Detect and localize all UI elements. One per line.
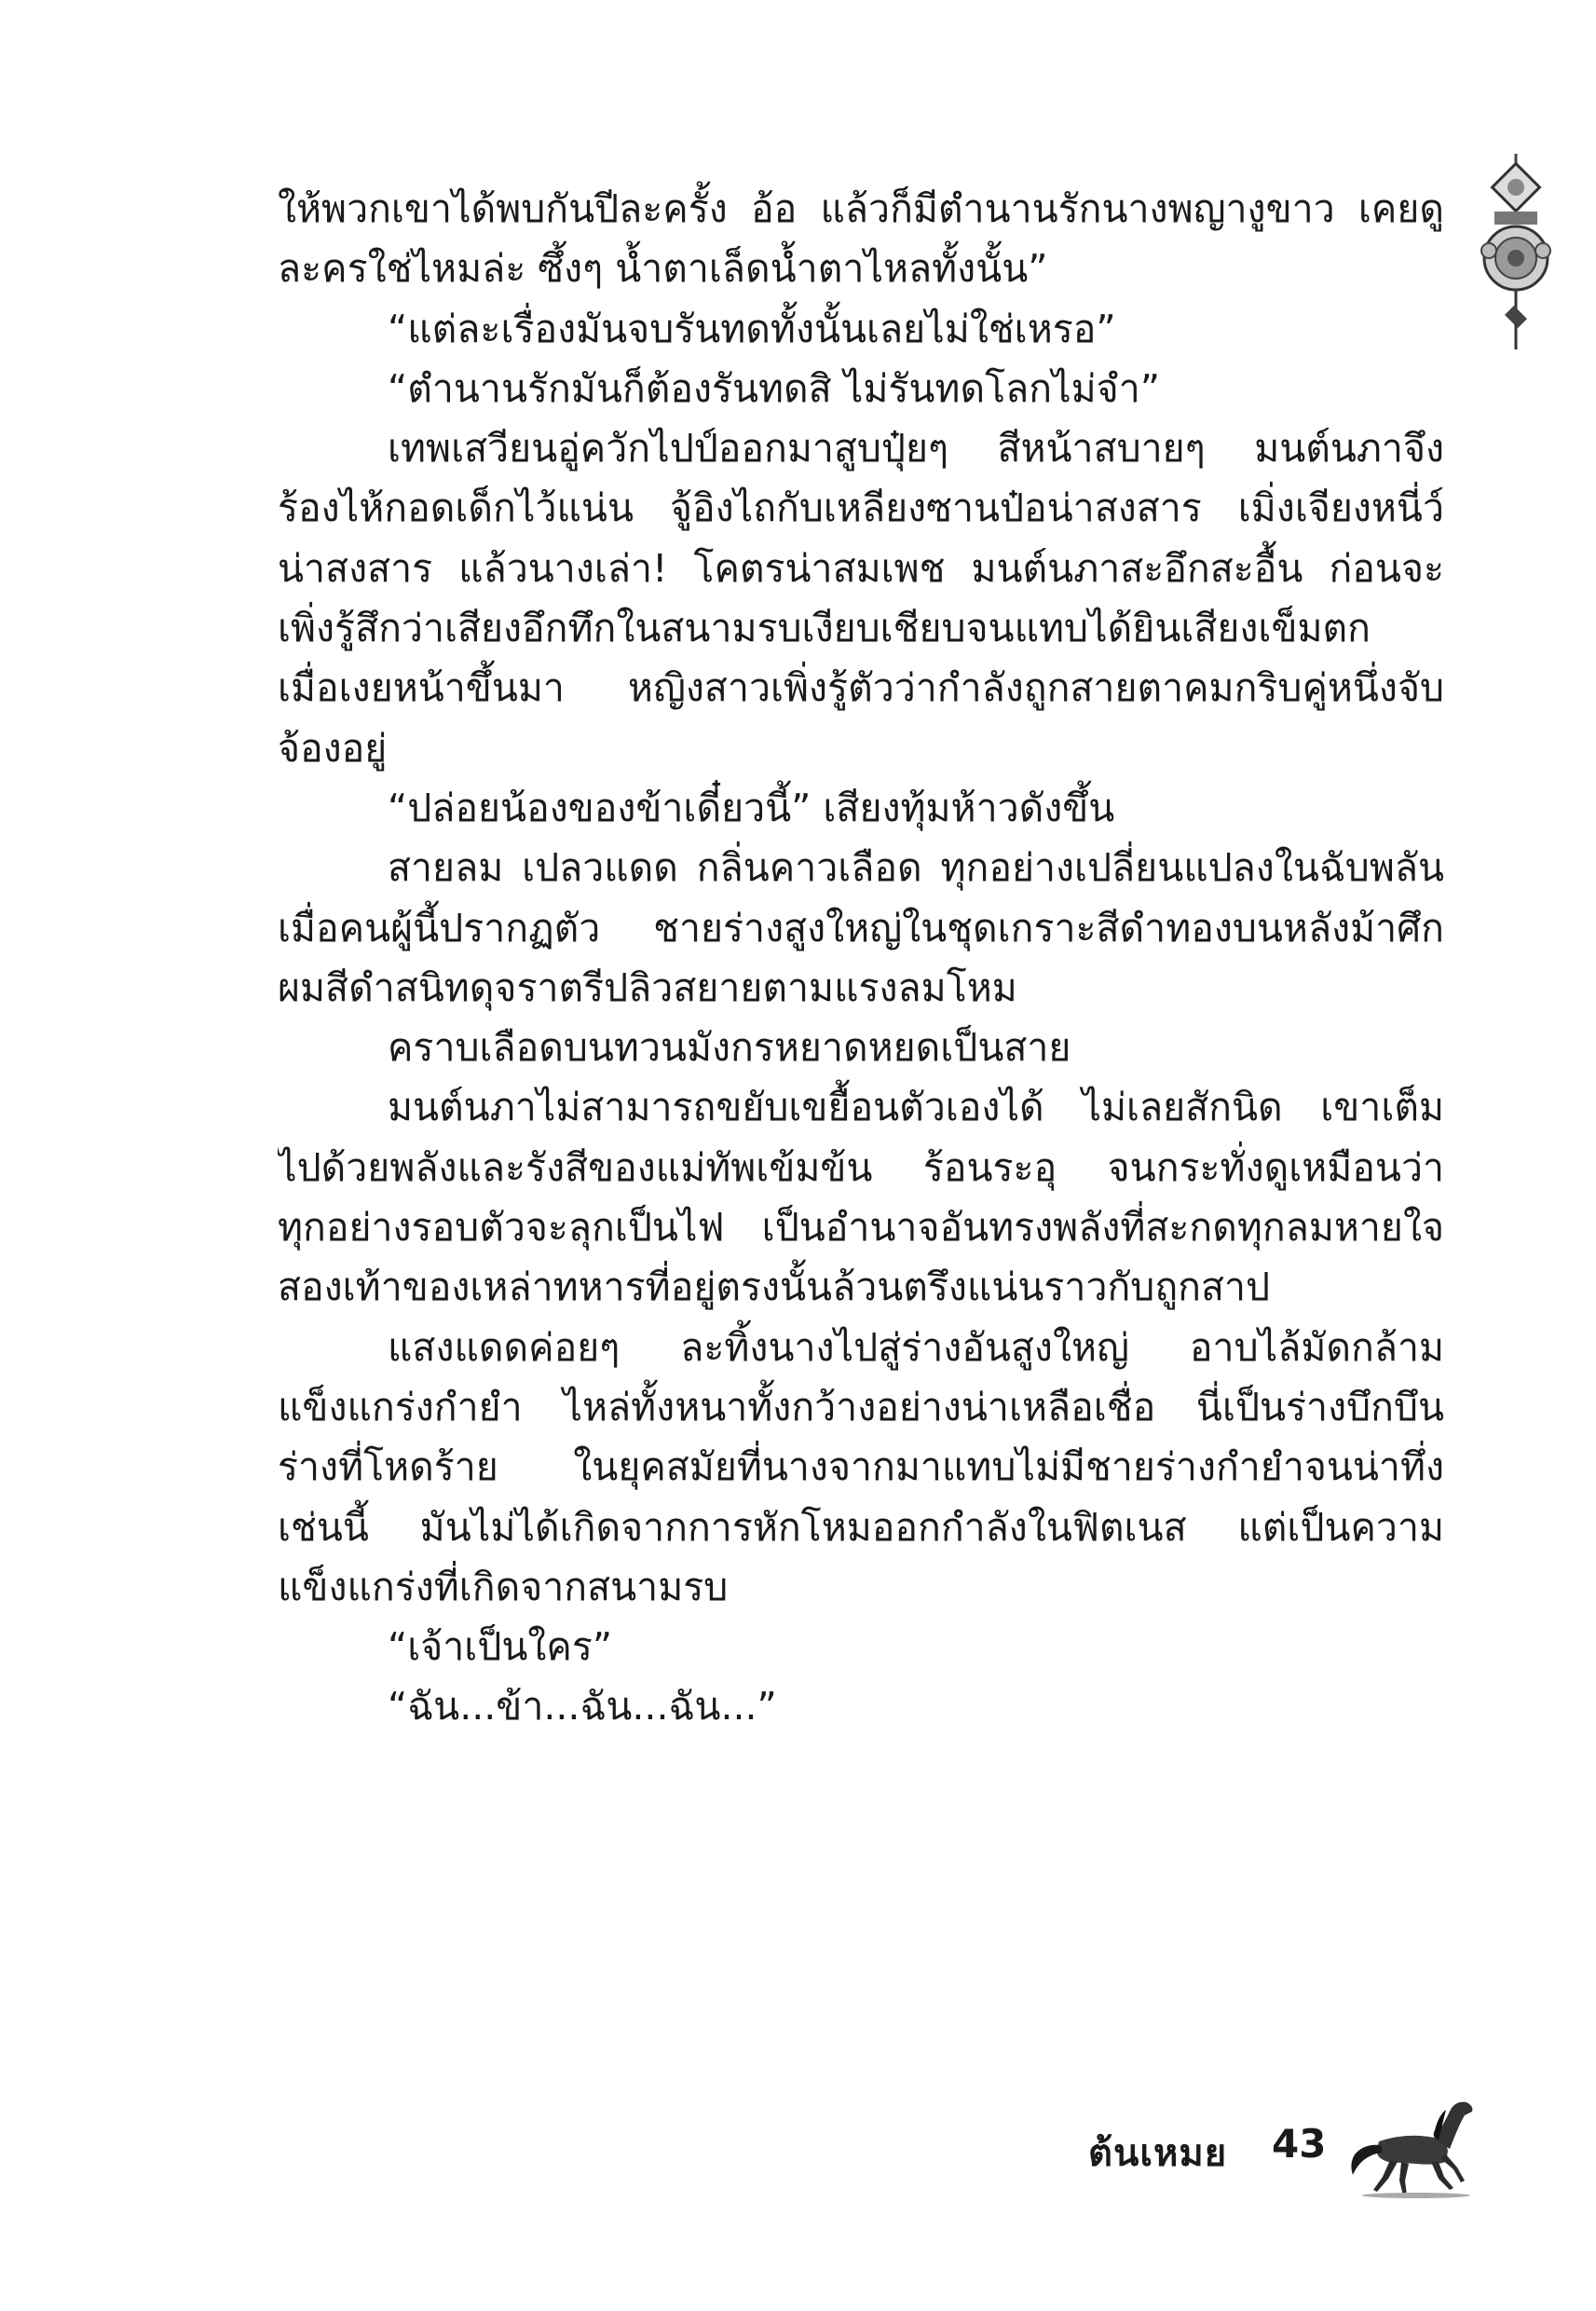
author-name: ต้นเหมย <box>1088 2131 1228 2175</box>
text-line: ให้พวกเขาได้พบกันปีละครั้ง อ้อ แล้วก็มีตำนานรักนางพญางูขาว เคยดู <box>278 186 1444 231</box>
text-line: แข็งแกร่งกำยำ ไหล่ทั้งหนาทั้งกว้างอย่างน่าเหลือเชื่อ นี่เป็นร่างบึกบึน <box>278 1384 1444 1429</box>
page-footer <box>1062 2097 1491 2199</box>
text-line: “ปล่อยน้องของข้าเดี๋ยวนี้” เสียงทุ้มห้าวดังขึ้น <box>388 785 1115 830</box>
horse-icon <box>1342 2097 1481 2199</box>
text-line: น่าสงสาร แล้วนางเล่า! โคตรน่าสมเพช มนต์นภาสะอึกสะอื้น ก่อนจะ <box>278 545 1444 591</box>
text-line: แข็งแกร่งที่เกิดจากสนามรบ <box>278 1564 729 1609</box>
text-line: เทพเสวียนอู่ควักไปป์ออกมาสูบปุ๋ยๆ สีหน้าสบายๆ มนต์นภาจึง <box>388 426 1444 472</box>
text-line: เพิ่งรู้สึกว่าเสียงอึกทึกในสนามรบเงียบเชียบจนแทบได้ยินเสียงเข็มตก <box>278 606 1371 651</box>
text-line: เช่นนี้ มันไม่ได้เกิดจากการหักโหมออกกำลังในฟิตเนส แต่เป็นความ <box>278 1504 1444 1550</box>
chinese-knot-ornament-icon <box>1474 154 1558 349</box>
text-line: สองเท้าของเหล่าทหารที่อยู่ตรงนั้นล้วนตรึงแน่นราวกับถูกสาป <box>278 1265 1271 1310</box>
text-line: ละครใช่ไหมล่ะ ซึ้งๆ น้ำตาเล็ดน้ำตาไหลทั้งนั้น” <box>278 246 1048 292</box>
text-line: มนต์นภาไม่สามารถขยับเขยื้อนตัวเองได้ ไม่เลยสักนิด เขาเต็ม <box>388 1085 1444 1130</box>
text-line: เมื่อเงยหน้าขึ้นมา หญิงสาวเพิ่งรู้ตัวว่ากำลังถูกสายตาคมกริบคู่หนึ่งจับ <box>278 665 1444 711</box>
text-line: สายลม เปลวแดด กลิ่นคาวเลือด ทุกอย่างเปลี่ยนแปลงในฉับพลัน <box>388 845 1444 891</box>
text-line: คราบเลือดบนทวนมังกรหยาดหยดเป็นสาย <box>388 1025 1071 1071</box>
text-line: “ฉัน...ข้า...ฉัน...ฉัน...” <box>388 1684 777 1730</box>
text-line: จ้องอยู่ <box>278 725 388 771</box>
text-line: ทุกอย่างรอบตัวจะลุกเป็นไฟ เป็นอำนาจอันทรงพลังที่สะกดทุกลมหายใจ <box>278 1205 1444 1251</box>
text-line: ร้องไห้กอดเด็กไว้แน่น จู้อิงไถกับเหลียงซานป๋อน่าสงสาร เมิ่งเจียงหนี่ว์ <box>278 485 1444 531</box>
body-text <box>278 179 1444 1737</box>
text-line: แสงแดดค่อยๆ ละทิ้งนางไปสู่ร่างอันสูงใหญ่ อาบไล้มัดกล้าม <box>388 1324 1444 1370</box>
text-line: ร่างที่โหดร้าย ในยุคสมัยที่นางจากมาแทบไม่มีชายร่างกำยำจนน่าทึ่ง <box>278 1444 1444 1490</box>
text-line: “เจ้าเป็นใคร” <box>388 1624 613 1670</box>
page-number: 43 <box>1272 2121 1327 2167</box>
text-line: ไปด้วยพลังและรังสีของแม่ทัพเข้มข้น ร้อนระอุ จนกระทั่งดูเหมือนว่า <box>278 1144 1444 1190</box>
text-line: เมื่อคนผู้นี้ปรากฏตัว ชายร่างสูงใหญ่ในชุดเกราะสีดำทองบนหลังม้าศึก <box>278 905 1444 950</box>
text-line: “แต่ละเรื่องมันจบรันทดทั้งนั้นเลยไม่ใช่เหรอ” <box>388 306 1116 351</box>
text-line: “ตำนานรักมันก็ต้องรันทดสิ ไม่รันทดโลกไม่จำ” <box>388 365 1160 411</box>
text-line: ผมสีดำสนิทดุจราตรีปลิวสยายตามแรงลมโหม <box>278 964 1017 1010</box>
